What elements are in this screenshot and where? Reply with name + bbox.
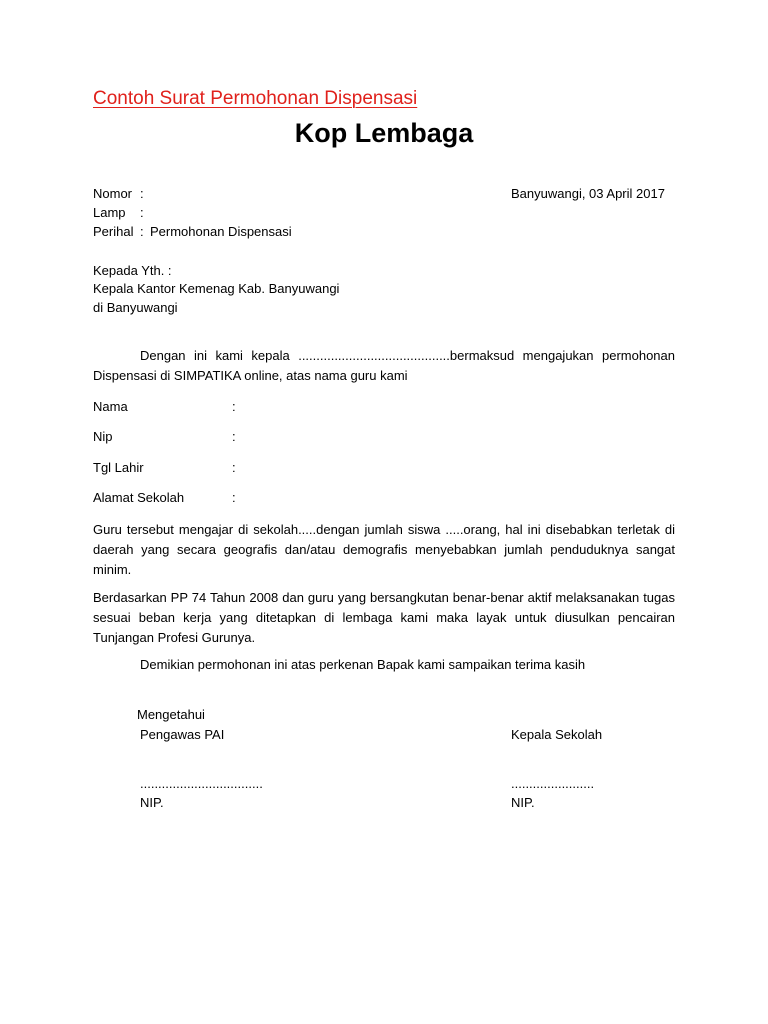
basis-paragraph: Berdasarkan PP 74 Tahun 2008 dan guru yang bersangkutan benar-benar aktif melaksanakan tugas sesuai beban kerja yang ditetapkan di lembaga kami maka layak untuk diusulkan pencairan Tunjangan Profesi Gurunya. bbox=[93, 590, 675, 645]
perihal-value: Permohonan Dispensasi bbox=[150, 224, 292, 239]
letter-date: Banyuwangi, 03 April 2017 bbox=[511, 186, 665, 201]
signature-right-nip: NIP. bbox=[511, 795, 535, 810]
recipient-location: di Banyuwangi bbox=[93, 300, 178, 315]
lamp-colon: : bbox=[140, 205, 144, 220]
document-heading: Contoh Surat Permohonan Dispensasi bbox=[93, 88, 418, 109]
recipient-name: Kepala Kantor Kemenag Kab. Banyuwangi bbox=[93, 281, 340, 296]
closing-paragraph: Demikian permohonan ini atas perkenan Bapak kami sampaikan terima kasih bbox=[140, 657, 586, 672]
signature-right-dots: ....................... bbox=[511, 776, 595, 791]
signature-left-nip: NIP. bbox=[140, 795, 164, 810]
perihal-label: Perihal bbox=[93, 224, 134, 239]
reason-paragraph: Guru tersebut mengajar di sekolah.....dengan jumlah siswa .....orang, hal ini disebabkan terletak di daerah yang secara geografis dan/atau demografis menyebabkan jumlah penduduknya sangat minim. bbox=[93, 522, 675, 577]
field-label-nip: Nip bbox=[93, 429, 113, 444]
field-label-tgl-lahir: Tgl Lahir bbox=[93, 460, 144, 475]
nomor-label: Nomor bbox=[93, 186, 133, 201]
signature-left-dots: .................................. bbox=[140, 776, 263, 791]
signature-right-role: Kepala Sekolah bbox=[511, 727, 603, 742]
recipient-salutation: Kepada Yth. : bbox=[93, 263, 172, 278]
field-label-nama: Nama bbox=[93, 399, 128, 414]
field-colon-nip: : bbox=[232, 429, 236, 444]
field-colon-nama: : bbox=[232, 399, 236, 414]
lamp-label: Lamp bbox=[93, 205, 126, 220]
field-colon-tgl-lahir: : bbox=[232, 460, 236, 475]
signature-left-role: Pengawas PAI bbox=[140, 727, 225, 742]
field-colon-alamat-sekolah: : bbox=[232, 490, 236, 505]
intro-paragraph: Dengan ini kami kepala ..........................................bermaksud mengajukan permohonan Dispensasi di SIMPATIKA online, atas nama guru kami bbox=[93, 348, 675, 383]
letterhead-title: Kop Lembaga bbox=[294, 118, 474, 148]
nomor-colon: : bbox=[140, 186, 144, 201]
signature-mengetahui: Mengetahui bbox=[137, 707, 205, 722]
field-label-alamat-sekolah: Alamat Sekolah bbox=[93, 490, 185, 505]
perihal-colon: : bbox=[140, 224, 144, 239]
